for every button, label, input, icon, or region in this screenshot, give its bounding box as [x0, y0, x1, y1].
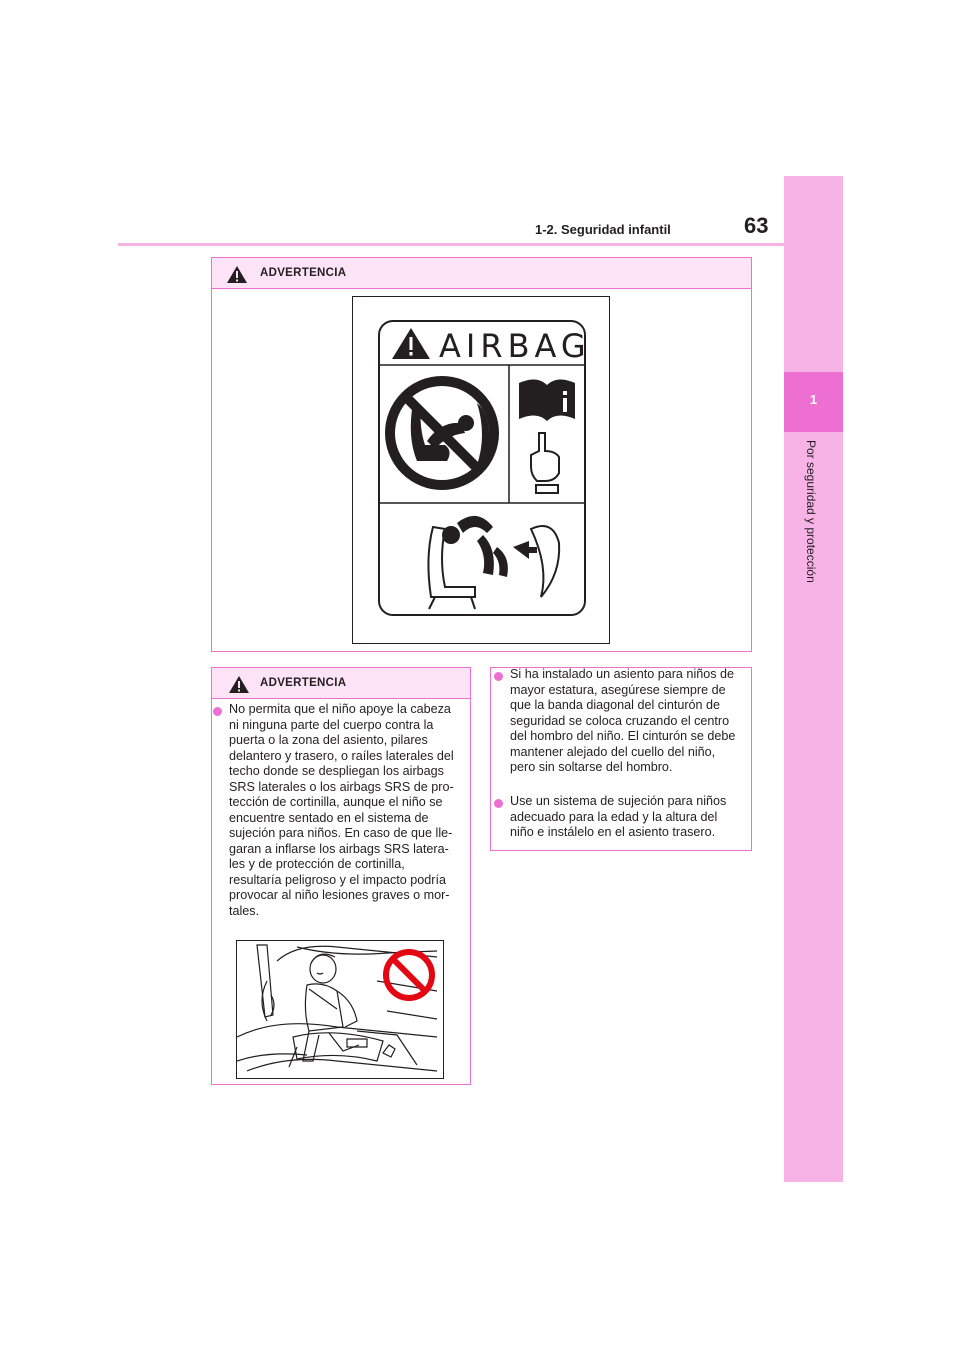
text-line: les y de protección de cortinilla,: [229, 857, 405, 871]
section-title: 1-2. Seguridad infantil: [535, 222, 671, 237]
chapter-title-vertical: [800, 440, 824, 740]
prohibition-sign-icon: [386, 952, 432, 998]
text-line: encuentre sentado en el sistema de: [229, 810, 429, 825]
airbag-label-text: AIRBAG: [439, 327, 591, 365]
read-manual-icon: [519, 379, 575, 421]
no-rear-facing-child-seat-icon: [390, 381, 494, 485]
text-line: que la banda diagonal del cinturón de: [510, 698, 721, 712]
text-line: resultaría peligroso y el impacto podría: [229, 872, 447, 887]
text-line: SRS laterales o los airbags SRS de pro-: [229, 779, 454, 794]
warning-paragraph: [510, 667, 746, 776]
header-rule: [118, 243, 784, 246]
text-line: adecuado para la edad y la altura del: [510, 809, 718, 824]
warning-title: ADVERTENCIA: [260, 267, 347, 279]
text-line: mantener alejado del cuello del niño,: [510, 744, 716, 759]
text-line: tección de cortinilla, aunque el niño se: [229, 795, 443, 809]
chapter-number: 1: [809, 392, 818, 407]
text-line: del hombro del niño. El cinturón se debe: [510, 729, 736, 743]
text-line: tales.: [229, 903, 260, 918]
warning-paragraph: [229, 702, 465, 919]
text-line: No permita que el niño apoye la cabeza: [229, 702, 451, 716]
bullet-icon: [494, 672, 503, 681]
text-line: pero sin soltarse del hombro.: [510, 760, 673, 774]
text-line: delantero y trasero, o raíles laterales del: [229, 748, 454, 763]
text-line: puerta o la zona del asiento, pilares: [229, 733, 428, 747]
warning-triangle-icon: [228, 675, 250, 694]
warning-title: ADVERTENCIA: [260, 677, 347, 689]
bullet-icon: [494, 799, 503, 808]
chapter-title: Por seguridad y protección: [804, 440, 818, 583]
bullet-icon: [213, 707, 222, 716]
text-line: garan a inflarse los airbags SRS latera-: [229, 841, 449, 856]
child-leaning-illustration: [237, 941, 443, 1078]
text-line: Use un sistema de sujeción para niños: [510, 794, 727, 808]
warning-paragraph: [510, 794, 746, 841]
text-line: mayor estatura, asegúrese siempre de: [510, 682, 726, 697]
warning-triangle-icon: [226, 265, 248, 284]
chapter-tab: [784, 372, 843, 432]
text-line: provocar al niño lesiones graves o mor-: [229, 888, 450, 902]
child-seat-illustration: [236, 940, 444, 1079]
warning-header: [212, 668, 470, 699]
text-line: seguridad se coloca cruzando el centro: [510, 713, 730, 728]
text-line: niño e instálelo en el asiento trasero.: [510, 825, 716, 839]
text-line: Si ha instalado un asiento para niños de: [510, 667, 735, 681]
warning-header: [212, 258, 751, 289]
text-line: techo donde se despliegan los airbags: [229, 764, 444, 778]
page-number: 63: [744, 213, 769, 238]
text-line: sujeción para niños. En caso de que lle-: [229, 826, 453, 840]
text-line: ni ninguna parte del cuerpo contra la: [229, 717, 434, 732]
airbag-label-figure: [352, 296, 610, 644]
